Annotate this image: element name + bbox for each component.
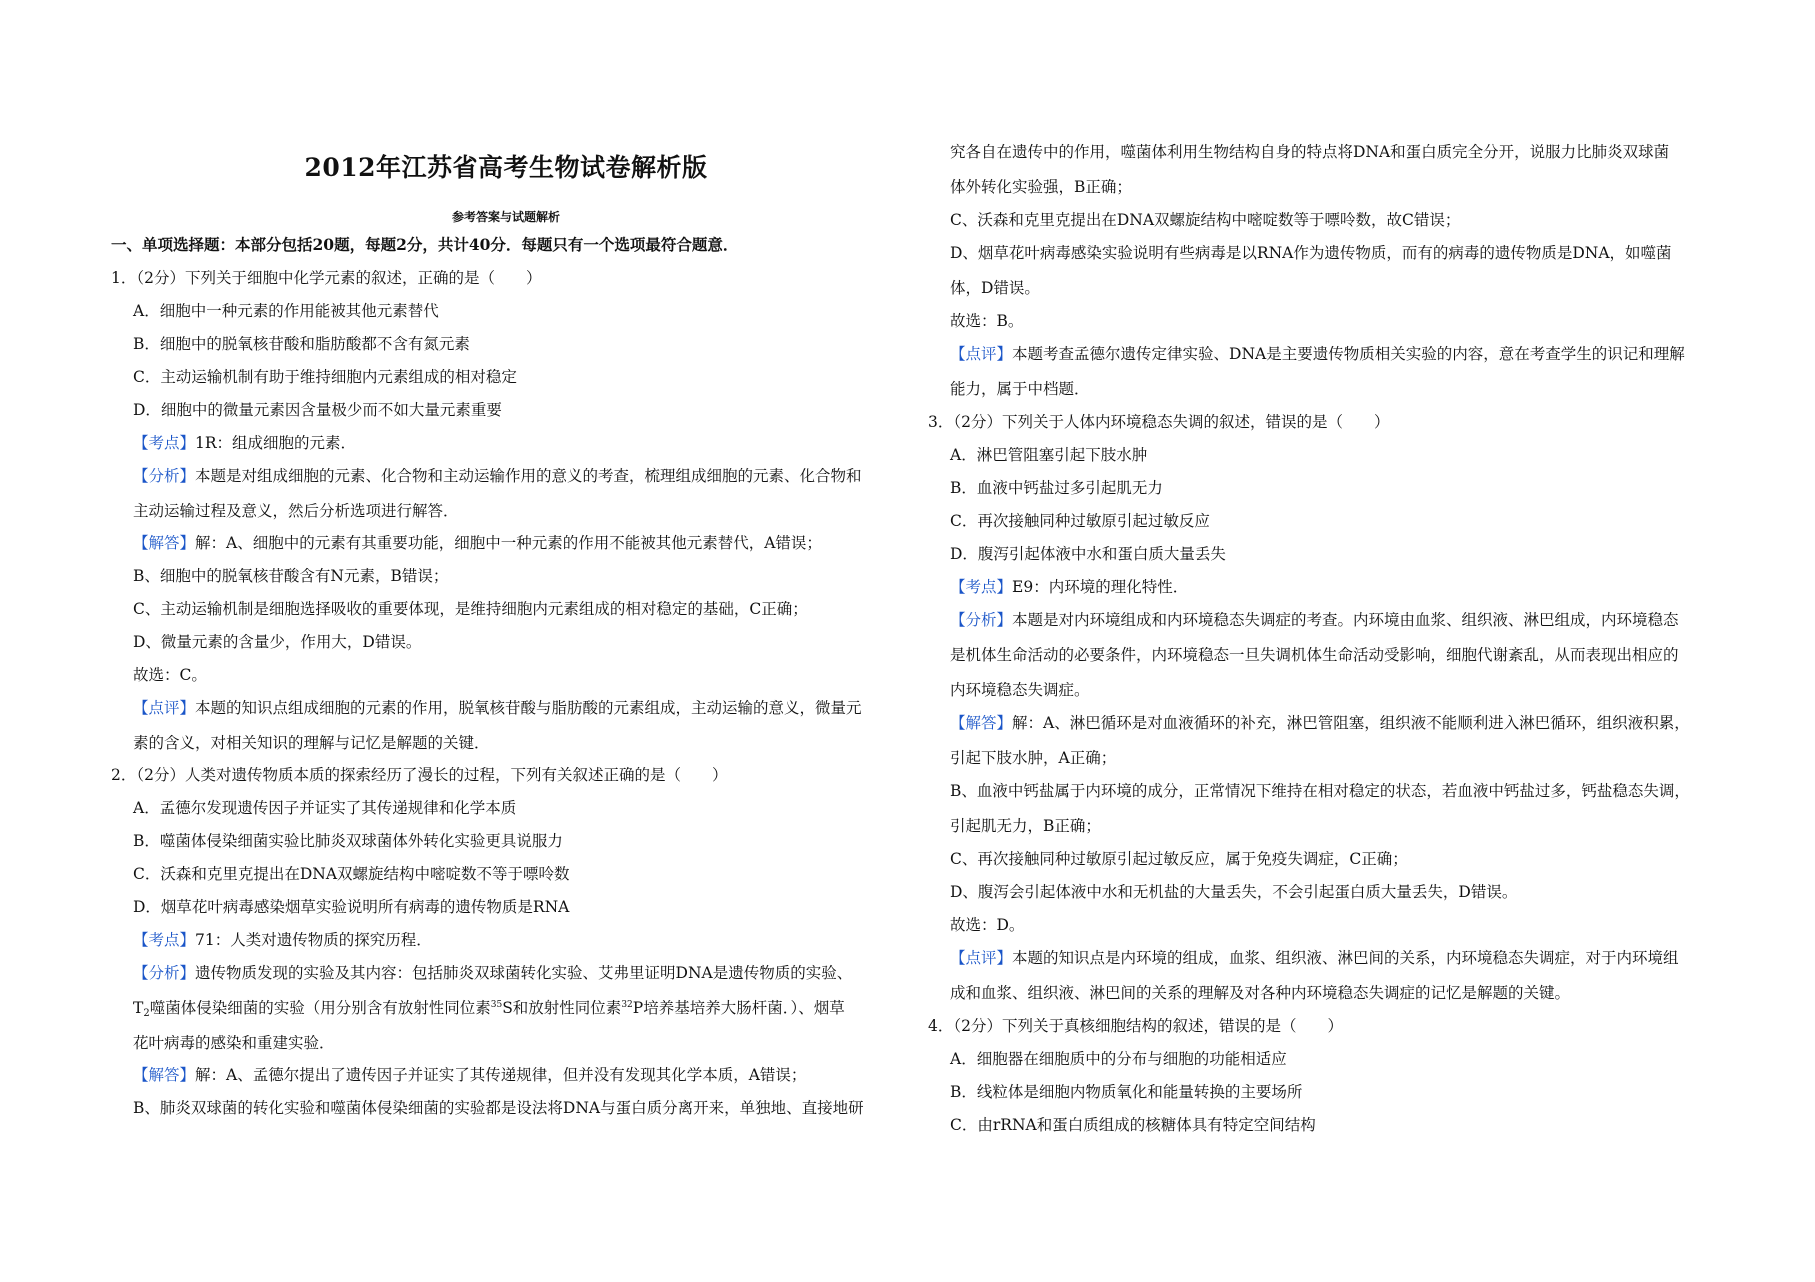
t2-letter: T: [133, 999, 144, 1017]
q2-jieda-line-2: B、肺炎双球菌的转化实验和噬菌体侵染细菌的实验都是设法将DNA与蛋白质分离开来，单独地、直接地研: [133, 1099, 864, 1117]
section-heading: 一、单项选择题：本部分包括20题，每题2分，共计40分．每题只有一个选项最符合题意．: [111, 235, 739, 254]
q2-option-a: A．孟德尔发现遗传因子并证实了其传递规律和化学本质: [133, 799, 517, 817]
q3-jieda-line-6: D、腹泻会引起体液中水和无机盐的大量丢失，不会引起蛋白质大量丢失，D错误。: [950, 883, 1518, 901]
q1-jieda-line-3: C、主动运输机制是细胞选择吸收的重要体现，是维持细胞内元素组成的相对稳定的基础，C正确；: [133, 600, 808, 618]
kaodian-tag: 【考点】: [133, 434, 196, 452]
q3-fenxi-line-3: 内环境稳态失调症。: [950, 681, 1090, 699]
q1-option-b: B．细胞中的脱氧核苷酸和脂肪酸都不含有氮元素: [133, 335, 470, 353]
q2-kaodian: [133, 930, 432, 950]
q2-answer: 故选：B。: [950, 312, 1024, 330]
q3-option-a: A．淋巴管阻塞引起下肢水肿: [950, 446, 1148, 464]
q1-option-a: A．细胞中一种元素的作用能被其他元素替代: [133, 302, 439, 320]
q3-fenxi: [950, 610, 1679, 630]
q2-fenxi-line-2: [133, 998, 845, 1018]
q1-stem: 1．（2分）下列关于细胞中化学元素的叙述，正确的是（ ）: [111, 269, 542, 287]
kaodian-tag: 【考点】: [133, 931, 196, 949]
q3-dianping-text-1: 本题的知识点是内环境的组成，血浆、组织液、淋巴间的关系，内环境稳态失调症，对于内环境组: [1012, 949, 1679, 967]
q3-jieda-line-5: C、再次接触同种过敏原引起过敏反应，属于免疫失调症，C正确；: [950, 850, 1408, 868]
dianping-tag: 【点评】: [950, 345, 1013, 363]
q2-option-b: B．噬菌体侵染细菌实验比肺炎双球菌体外转化实验更具说服力: [133, 832, 563, 850]
s35-superscript: 35: [490, 1000, 503, 1010]
q2-jieda: [133, 1065, 806, 1085]
q2-jieda-line-5: C、沃森和克里克提出在DNA双螺旋结构中嘧啶数等于嘌呤数，故C错误；: [950, 211, 1461, 229]
q2-option-c: C．沃森和克里克提出在DNA双螺旋结构中嘧啶数不等于嘌呤数: [133, 865, 570, 883]
q3-fenxi-text-1: 本题是对内环境组成和内环境稳态失调症的考查。内环境由血浆、组织液、淋巴组成，内环境稳态: [1012, 611, 1679, 629]
q2-fenxi: [133, 963, 852, 983]
q2-kaodian-text: 71：人类对遗传物质的探究历程．: [195, 931, 432, 949]
q4-stem: 4．（2分）下列关于真核细胞结构的叙述，错误的是（ ）: [928, 1017, 1343, 1035]
q4-option-b: B．线粒体是细胞内物质氧化和能量转换的主要场所: [950, 1083, 1303, 1101]
q2-jieda-text-1: 解：A、孟德尔提出了遗传因子并证实了其传递规律，但并没有发现其化学本质，A错误；: [195, 1066, 807, 1084]
fenxi-tag: 【分析】: [133, 964, 196, 982]
q2-fenxi-text-1: 遗传物质发现的实验及其内容：包括肺炎双球菌转化实验、艾弗里证明DNA是遗传物质的实验、: [195, 964, 853, 982]
q1-jieda: [133, 533, 822, 553]
q2-stem: 2．（2分）人类对遗传物质本质的探索经历了漫长的过程，下列有关叙述正确的是（ ）: [111, 766, 728, 784]
q3-fenxi-line-2: 是机体生命活动的必要条件，内环境稳态一旦失调机体生命活动受影响，细胞代谢紊乱，从而表现出相应的: [950, 646, 1679, 664]
q2-fenxi-line-3: 花叶病毒的感染和重建实验．: [133, 1034, 335, 1052]
q2-fenxi-text-2b: S和放射性同位素: [502, 999, 622, 1017]
q3-kaodian-text: E9：内环境的理化特性．: [1012, 578, 1189, 596]
q2-dianping: [950, 344, 1685, 364]
q1-kaodian-text: 1R：组成细胞的元素．: [195, 434, 357, 452]
q1-option-d: D．细胞中的微量元素因含量极少而不如大量元素重要: [133, 401, 502, 419]
q3-dianping: [950, 948, 1679, 968]
q3-jieda: [950, 713, 1690, 733]
q1-jieda-text-1: 解：A、细胞中的元素有其重要功能，细胞中一种元素的作用不能被其他元素替代，A错误；: [195, 534, 822, 552]
jieda-tag: 【解答】: [950, 714, 1013, 732]
t2-subscript: 2: [143, 1008, 150, 1019]
q3-stem: 3．（2分）下列关于人体内环境稳态失调的叙述，错误的是（ ）: [928, 413, 1390, 431]
q3-jieda-text-1: 解：A、淋巴循环是对血液循环的补充，淋巴管阻塞，组织液不能顺利进入淋巴循环，组织液积累，: [1012, 714, 1690, 732]
q1-dianping: [133, 698, 862, 718]
q1-fenxi-text-1: 本题是对组成细胞的元素、化合物和主动运输作用的意义的考查，梳理组成细胞的元素、化合物和: [195, 467, 862, 485]
q1-option-c: C．主动运输机制有助于维持细胞内元素组成的相对稳定: [133, 368, 517, 386]
q2-option-d: D．烟草花叶病毒感染烟草实验说明所有病毒的遗传物质是RNA: [133, 898, 570, 916]
q3-jieda-line-4: 引起肌无力，B正确；: [950, 817, 1101, 835]
q2-dianping-line-2: 能力，属于中档题．: [950, 380, 1090, 398]
q2-jieda-line-4: 体外转化实验强，B正确；: [950, 178, 1132, 196]
q3-jieda-line-2: 引起下肢水肿，A正确；: [950, 749, 1117, 767]
q1-dianping-line-2: 素的含义，对相关知识的理解与记忆是解题的关键．: [133, 734, 490, 752]
p32-superscript: 32: [621, 1000, 633, 1010]
dianping-tag: 【点评】: [133, 699, 196, 717]
q2-jieda-line-6: D、烟草花叶病毒感染实验说明有些病毒是以RNA作为遗传物质，而有的病毒的遗传物质是DNA，如噬菌: [950, 244, 1672, 262]
q1-fenxi-line-2: 主动运输过程及意义，然后分析选项进行解答．: [133, 502, 459, 520]
kaodian-tag: 【考点】: [950, 578, 1013, 596]
q1-dianping-text-1: 本题的知识点组成细胞的元素的作用，脱氧核苷酸与脂肪酸的元素组成，主动运输的意义，微量元: [195, 699, 862, 717]
q4-option-c: C．由rRNA和蛋白质组成的核糖体具有特定空间结构: [950, 1116, 1316, 1134]
dianping-tag: 【点评】: [950, 949, 1013, 967]
fenxi-tag: 【分析】: [133, 467, 196, 485]
q1-fenxi: [133, 466, 862, 486]
q1-answer: 故选：C。: [133, 666, 207, 684]
jieda-tag: 【解答】: [133, 1066, 196, 1084]
q2-jieda-line-3: 究各自在遗传中的作用，噬菌体利用生物结构自身的特点将DNA和蛋白质完全分开，说服力比肺炎双球菌: [950, 143, 1670, 161]
fenxi-tag: 【分析】: [950, 611, 1013, 629]
document-title: 2012年江苏省高考生物试卷解析版: [304, 153, 708, 182]
q3-kaodian: [950, 577, 1188, 597]
q2-fenxi-text-2a: 噬菌体侵染细菌的实验（用分别含有放射性同位素: [149, 999, 491, 1017]
q3-jieda-line-3: B、血液中钙盐属于内环境的成分，正常情况下维持在相对稳定的状态，若血液中钙盐过多，钙盐稳态失调，: [950, 782, 1690, 800]
q1-jieda-line-2: B、细胞中的脱氧核苷酸含有N元素，B错误；: [133, 567, 449, 585]
document-subtitle: 参考答案与试题解析: [451, 210, 560, 224]
q1-kaodian: [133, 433, 356, 453]
q2-jieda-line-7: 体，D错误。: [950, 279, 1040, 297]
q4-option-a: A．细胞器在细胞质中的分布与细胞的功能相适应: [950, 1050, 1287, 1068]
q1-jieda-line-4: D、微量元素的含量少，作用大，D错误。: [133, 633, 422, 651]
q2-dianping-text-1: 本题考查孟德尔遗传定律实验、DNA是主要遗传物质相关实验的内容，意在考查学生的识记和理解: [1012, 345, 1685, 363]
q3-option-d: D．腹泻引起体液中水和蛋白质大量丢失: [950, 545, 1226, 563]
q2-fenxi-text-2c: P培养基培养大肠杆菌．）、烟草: [632, 999, 845, 1017]
jieda-tag: 【解答】: [133, 534, 196, 552]
q3-option-c: C．再次接触同种过敏原引起过敏反应: [950, 512, 1210, 530]
q3-dianping-line-2: 成和血浆、组织液、淋巴间的关系的理解及对各种内环境稳态失调症的记忆是解题的关键。: [950, 984, 1571, 1002]
q3-answer: 故选：D。: [950, 916, 1025, 934]
q3-option-b: B．血液中钙盐过多引起肌无力: [950, 479, 1163, 497]
